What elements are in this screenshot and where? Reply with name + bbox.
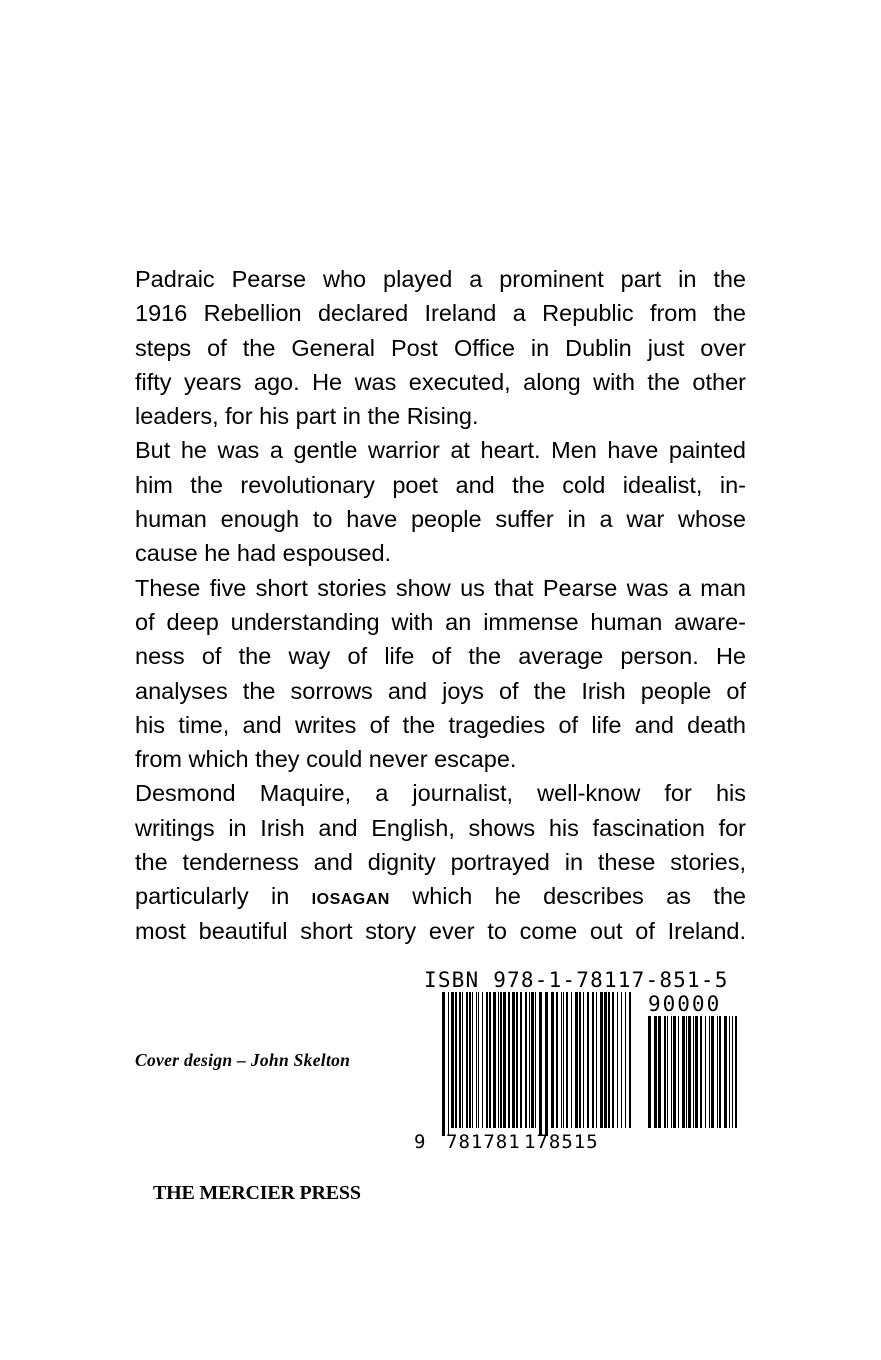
barcode-bar xyxy=(583,992,584,1128)
barcode-bar xyxy=(587,992,589,1128)
blurb-line: fifty years ago. He was executed, along with the other xyxy=(135,368,746,395)
ean-barcode-bars xyxy=(442,992,631,1136)
blurb-line: steps of the General Post Office in Dublin just over xyxy=(135,334,746,361)
barcode-bar xyxy=(729,1016,730,1128)
ean-left-group: 781781 xyxy=(446,1131,521,1153)
barcode-guard-bar xyxy=(442,992,445,1136)
barcode-bar xyxy=(575,992,578,1128)
barcode-bar xyxy=(621,992,622,1128)
barcode-bar xyxy=(629,992,631,1128)
barcode-bar xyxy=(486,992,488,1128)
barcode-bar xyxy=(551,992,554,1128)
barcode-bar xyxy=(612,992,614,1128)
barcode-bar xyxy=(724,1016,727,1128)
blurb-line: 1916 Rebellion declared Ireland a Republic from the xyxy=(135,300,746,327)
barcode-guard-bar xyxy=(448,992,449,1136)
blurb-line: him the revolutionary poet and the cold idealist, in- xyxy=(135,471,746,498)
barcode-bar xyxy=(673,1016,676,1128)
barcode-bar xyxy=(732,1016,733,1128)
blurb-line: writings in Irish and English, shows his fascination for xyxy=(135,814,746,841)
barcode-bar xyxy=(604,992,607,1128)
barcode-bar xyxy=(654,1016,657,1128)
barcode-bar xyxy=(682,1016,685,1128)
barcode-bar xyxy=(482,992,483,1128)
barcode-bar xyxy=(700,1016,702,1128)
blurb-line-start: particularly in xyxy=(135,883,290,910)
publisher-name: THE MERCIER PRESS xyxy=(153,1182,361,1204)
barcode-bar xyxy=(531,992,534,1128)
blurb-line: Desmond Maquire, a journalist, well-know for his xyxy=(135,780,746,807)
ean-right-group: 178515 xyxy=(524,1131,599,1153)
cover-design-credit: Cover design – John Skelton xyxy=(135,1050,351,1070)
barcode-bar xyxy=(693,1016,694,1128)
story-title-iosagan: IOSAGAN xyxy=(311,891,390,909)
barcode-bar xyxy=(500,992,502,1128)
barcode-bar xyxy=(478,992,479,1128)
barcode-bar xyxy=(561,992,562,1128)
blurb-line: leaders, for his part in the Rising. xyxy=(135,403,479,430)
blurb-line: Padraic Pearse who played a prominent part in the xyxy=(135,266,746,292)
barcode-guard-bar xyxy=(539,992,542,1136)
barcode-bar xyxy=(489,992,491,1128)
barcode-bar xyxy=(451,992,454,1128)
barcode-bar xyxy=(735,1016,737,1128)
blurb-line: ness of the way of life of the average person. He xyxy=(135,643,746,670)
blurb-line-end: which he describes as the xyxy=(412,883,746,910)
barcode-bar xyxy=(592,992,594,1128)
barcode-bar xyxy=(719,1016,721,1128)
barcode-bar xyxy=(503,992,506,1128)
barcode-bar xyxy=(617,992,618,1128)
barcode-bar xyxy=(556,992,558,1128)
barcode-bar xyxy=(664,1016,666,1128)
blurb-line: most beautiful short story ever to come out of Ireland. xyxy=(135,917,746,944)
barcode-bar xyxy=(709,1016,710,1128)
blurb-line: These five short stories show us that Pearse was a man xyxy=(135,574,746,601)
blurb-line: human enough to have people suffer in a war whose xyxy=(135,506,746,533)
barcode-bar xyxy=(571,992,572,1128)
barcode-bar xyxy=(695,1016,698,1128)
barcode-bar xyxy=(508,992,510,1128)
blurb-line: But he was a gentle warrior at heart. Men have painted xyxy=(135,437,746,464)
barcode-bar xyxy=(648,1016,651,1128)
barcode-bar xyxy=(512,992,515,1128)
blurb-line: of deep understanding with an immense human aware- xyxy=(135,608,746,635)
barcode-bar xyxy=(566,992,568,1128)
barcode-bar xyxy=(600,992,603,1128)
barcode-bar xyxy=(667,1016,668,1128)
isbn-label: ISBN 978-1-78117-851-5 xyxy=(424,968,729,992)
blurb-line: analyses the sorrows and joys of the Irish people of xyxy=(135,677,746,704)
barcode-bar xyxy=(678,1016,679,1128)
barcode-bar xyxy=(476,992,477,1128)
barcode-bar xyxy=(717,1016,718,1128)
blurb-line-with-title xyxy=(135,879,746,913)
barcode-bar xyxy=(462,992,463,1128)
blurb-line: cause he had espoused. xyxy=(135,540,392,567)
barcode-bar xyxy=(608,992,610,1128)
barcode-bar xyxy=(455,992,457,1128)
barcode-bar xyxy=(472,992,473,1128)
barcode-bar xyxy=(469,992,471,1128)
barcode-bar xyxy=(711,1016,714,1128)
barcode-bar xyxy=(671,1016,672,1128)
barcode-bar xyxy=(625,992,626,1128)
barcode-bar xyxy=(520,992,522,1128)
addon-barcode-bars xyxy=(648,1016,737,1128)
barcode-bar xyxy=(686,1016,687,1128)
blurb-line: his time, and writes of the tragedies of life and death xyxy=(135,711,746,738)
barcode-addon-code: 90000 xyxy=(648,992,722,1016)
barcode-guard-bar xyxy=(545,992,548,1136)
barcode-bar xyxy=(579,992,581,1128)
barcode-bar xyxy=(498,992,499,1128)
barcode-bar xyxy=(563,992,564,1128)
blurb-line: the tenderness and dignity portrayed in these stories, xyxy=(135,849,746,876)
barcode-bar xyxy=(535,992,536,1128)
barcode-bar xyxy=(516,992,518,1128)
barcode-bar xyxy=(688,1016,691,1128)
barcode-bar xyxy=(459,992,461,1128)
ean-first-digit: 9 xyxy=(414,1131,426,1153)
barcode-bar xyxy=(596,992,597,1128)
barcode-bar xyxy=(466,992,468,1128)
barcode-bar xyxy=(529,992,530,1128)
barcode-bar xyxy=(493,992,496,1128)
barcode-bar xyxy=(658,1016,661,1128)
barcode-bar xyxy=(525,992,527,1128)
blurb-line: from which they could never escape. xyxy=(135,746,517,773)
barcode-bar xyxy=(705,1016,706,1128)
back-cover-blurb xyxy=(135,262,746,948)
